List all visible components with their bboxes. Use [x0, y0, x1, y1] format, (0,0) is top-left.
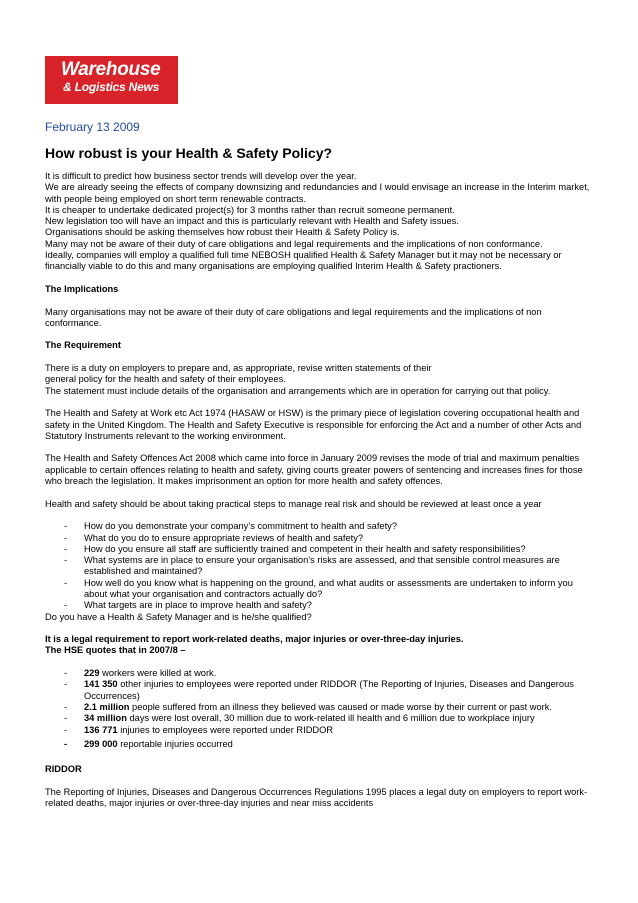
article-body [45, 171, 593, 809]
stats-list [45, 668, 593, 750]
list-item: - How do you ensure all staff are sufficiently trained and competent in their health and safety responsibilities? [64, 543, 526, 554]
list-item: - 229 workers were killed at work. [64, 668, 217, 679]
list-item: - 299 000 reportable injuries occurred [64, 738, 233, 749]
implications-heading: The Implications [45, 283, 119, 294]
questions-list [45, 521, 593, 611]
requirement-line: general policy for the health and safety of their employees. [45, 374, 286, 385]
intro-line: Many may not be aware of their duty of care obligations and legal requirements and the implications of non conformance. [45, 238, 543, 249]
intro-line: New legislation too will have an impact and this is particularly relevant with Health and Safety issues. [45, 216, 459, 227]
requirement-line: There is a duty on employers to prepare and, as appropriate, revise written statements of their [45, 363, 432, 374]
warehouse-logistics-news-logo [45, 56, 178, 104]
list-item: - How do you demonstrate your company’s commitment to health and safety? [64, 521, 397, 532]
article-date: February 13 2009 [45, 120, 140, 134]
logo-line-1: Warehouse [61, 59, 161, 80]
question-text: What do you do to ensure appropriate reviews of health and safety? [84, 532, 364, 543]
logo-line-2: & Logistics News [63, 80, 160, 94]
list-item: - 141 350 other injuries to employees were reported under RIDDOR (The Reporting of Injuries, Diseases and Dangerous Occurrences) [64, 679, 574, 701]
requirement-heading: The Requirement [45, 340, 121, 351]
stat-number: 141 350 [84, 679, 118, 690]
question-text: What systems are in place to ensure your organisation’s risks are assessed, and that sensible control measures are established and maintained? [84, 555, 560, 577]
hse-quotes-line: The HSE quotes that in 2007/8 – [45, 645, 186, 656]
question-text: How do you ensure all staff are sufficiently trained and competent in their health and safety responsibilities? [84, 543, 526, 554]
stat-text: other injuries to employees were reported under RIDDOR (The Reporting of Injuries, Diseases and Dangerous Occurrences) [84, 679, 574, 701]
list-item: - 136 771 injuries to employees were reported under RIDDOR [64, 724, 334, 735]
list-item: - What targets are in place to improve health and safety? [64, 600, 312, 611]
stat-number: 299 000 [84, 738, 118, 749]
question-text: How well do you know what is happening on the ground, and what audits or assessments are undertaken to inform you about what your organisation and contractors actually do? [84, 577, 573, 599]
stat-text: reportable injuries occurred [117, 738, 233, 749]
intro-line: Organisations should be asking themselves how robust their Health & Safety Policy is. [45, 227, 400, 238]
question-text: What targets are in place to improve health and safety? [84, 600, 312, 611]
list-item: - What systems are in place to ensure your organisation’s risks are assessed, and that sensible control measures are established and maintained? [64, 555, 560, 577]
stat-text: injuries to employees were reported under RIDDOR [117, 724, 334, 735]
intro-line: We are already seeing the effects of company downsizing and redundancies and I would envisage an increase in the Interim market, with people being employed on short term renewable contracts. [45, 182, 590, 204]
stat-number: 34 million [84, 713, 127, 724]
stat-number: 136 771 [84, 724, 118, 735]
review-paragraph: Health and safety should be about taking practical steps to manage real risk and should be reviewed at least once a year [45, 498, 542, 509]
question-text: How do you demonstrate your company’s commitment to health and safety? [84, 521, 397, 532]
offences-act-paragraph: The Health and Safety Offences Act 2008 which came into force in January 2009 revises the mode of trial and maximum penalties applicable to certain offences relating to health and safety, giving courts greater powers of sentencing and increases fines for those who breach the legislation. It makes imprisonment an option for more health and safety offences. [45, 453, 583, 487]
intro-line: It is difficult to predict how business sector trends will develop over the year. [45, 171, 357, 181]
stat-text: workers were killed at work. [99, 668, 217, 679]
list-item: - What do you do to ensure appropriate reviews of health and safety? [64, 532, 364, 543]
list-item: - How well do you know what is happening on the ground, and what audits or assessments are undertaken to inform you about what your organisation and contractors actually do? [64, 577, 573, 599]
stat-number: 229 [84, 668, 100, 679]
legal-requirement-line: It is a legal requirement to report work-related deaths, major injuries or over-three-day injuries. [45, 634, 464, 645]
stat-number: 2.1 million [84, 701, 130, 712]
intro-line: Ideally, companies will employ a qualified full time NEBOSH qualified Health & Safety Manager but it may not be necessary or financially viable to do this and many organisations are employing qualified Interim Health & Safety practioners. [45, 250, 562, 272]
riddor-text: The Reporting of Injuries, Diseases and Dangerous Occurrences Regulations 1995 places a legal duty on employers to report work-related deaths, major injuries or over-three-day injuries and near miss accidents [45, 786, 588, 809]
implications-text: Many organisations may not be aware of their duty of care obligations and legal requirements and the implications of non conformance. [45, 306, 542, 328]
riddor-heading: RIDDOR [45, 764, 82, 775]
stat-text: people suffered from an illness they believed was caused or made worse by their current or past work. [129, 701, 553, 712]
question-last: Do you have a Health & Safety Manager and is he/she qualified? [45, 611, 312, 622]
list-item: - 2.1 million people suffered from an illness they believed was caused or made worse by their current or past work. [64, 701, 553, 712]
article-title: How robust is your Health & Safety Policy? [45, 145, 333, 161]
intro-line: It is cheaper to undertake dedicated project(s) for 3 months rather than recruit someone permanent. [45, 204, 455, 215]
hasaw-paragraph: The Health and Safety at Work etc Act 1974 (HASAW or HSW) is the primary piece of legislation covering occupational health and safety in the United Kingdom. The Health and Safety Executive is responsible for enforcing the Act and a number of other Acts and Statutory Instruments relevant to the working environment. [45, 408, 582, 441]
list-item: - 34 million days were lost overall, 30 million due to work-related ill health and 6 million due to workplace injury [64, 713, 535, 724]
stat-text: days were lost overall, 30 million due to work-related ill health and 6 million due to workplace injury [126, 713, 535, 724]
requirement-line: The statement must include details of the organisation and arrangements which are in operation for carrying out that policy. [45, 385, 551, 396]
